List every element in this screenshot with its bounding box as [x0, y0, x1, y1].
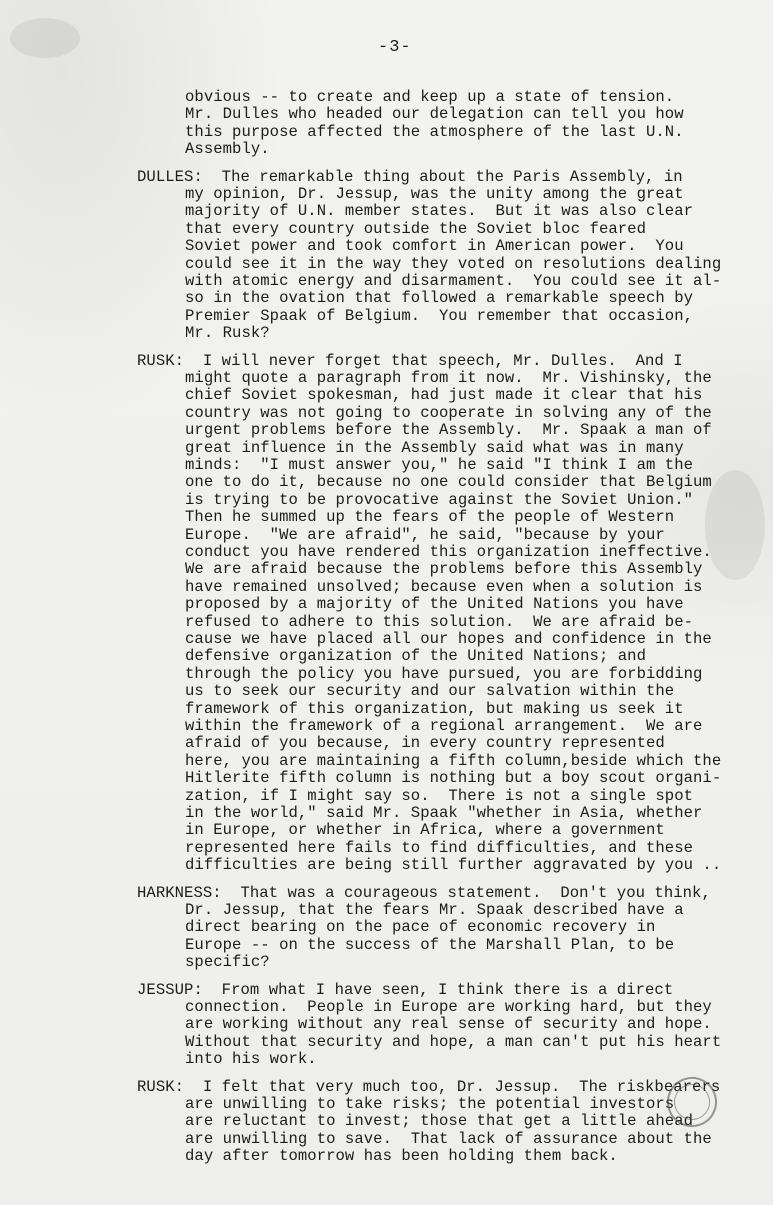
text-line: are unwilling to take risks; the potential investors: [185, 1095, 675, 1113]
text-line: urgent problems before the Assembly. Mr. Spaak a man of: [185, 421, 712, 439]
text-line: Mr. Dulles who headed our delegation can tell you how: [185, 105, 684, 123]
text-line: We are afraid because the problems before this Assembly: [185, 560, 703, 578]
speaker-line-harkness: HARKNESS: That was a courageous statement. Don't you think,: [137, 884, 711, 902]
text-line: in Europe, or whether in Africa, where a government: [185, 821, 665, 839]
speaker-line-jessup: JESSUP: From what I have seen, I think there is a direct: [137, 981, 674, 999]
text-line: minds: "I must answer you," he said "I think I am the: [185, 456, 694, 474]
text-line: Dr. Jessup, that the fears Mr. Spaak described have a: [185, 901, 684, 919]
text-line: are reluctant to invest; those that get a little ahead: [185, 1112, 694, 1130]
text-line: that every country outside the Soviet bloc feared: [185, 220, 646, 238]
text-line: are working without any real sense of security and hope.: [185, 1015, 712, 1033]
text-line: zation, if I might say so. There is not a single spot: [185, 787, 694, 805]
speaker-line-rusk: RUSK: I will never forget that speech, Mr. Dulles. And I: [137, 352, 683, 370]
text-line: Hitlerite fifth column is nothing but a boy scout organi-: [185, 769, 722, 787]
text-line: cause we have placed all our hopes and confidence in the: [185, 630, 712, 648]
text-line: obvious -- to create and keep up a state of tension.: [185, 88, 675, 106]
speaker-line-dulles: DULLES: The remarkable thing about the Paris Assembly, in: [137, 168, 683, 186]
text-line: with atomic energy and disarmament. You could see it al-: [185, 272, 722, 290]
text-line: Then he summed up the fears of the people of Western: [185, 508, 675, 526]
text-line: Mr. Rusk?: [185, 324, 270, 342]
text-line: my opinion, Dr. Jessup, was the unity among the great: [185, 185, 684, 203]
text-line: might quote a paragraph from it now. Mr. Vishinsky, the: [185, 369, 712, 387]
text-line: Europe. "We are afraid", he said, "because by your: [185, 526, 665, 544]
text-line: defensive organization of the United Nations; and: [185, 647, 646, 665]
text-line: Without that security and hope, a man can't put his heart: [185, 1033, 722, 1051]
paper-smudge: [705, 470, 765, 580]
text-line: specific?: [185, 953, 270, 971]
text-line: Europe -- on the success of the Marshall Plan, to be: [185, 936, 675, 954]
text-line: so in the ovation that followed a remarkable speech by: [185, 289, 694, 307]
text-line: here, you are maintaining a fifth column,beside which the: [185, 752, 722, 770]
text-line: represented here fails to find difficulties, and these: [185, 839, 694, 857]
text-line: Soviet power and took comfort in American power. You: [185, 237, 684, 255]
text-line: within the framework of a regional arrangement. We are: [185, 717, 703, 735]
text-line: refused to adhere to this solution. We are afraid be-: [185, 613, 694, 631]
text-line: are unwilling to save. That lack of assurance about the: [185, 1130, 712, 1148]
text-line: framework of this organization, but making us seek it: [185, 700, 684, 718]
text-line: Assembly.: [185, 140, 270, 158]
text-line: conduct you have rendered this organization ineffective.: [185, 543, 712, 561]
text-line: direct bearing on the pace of economic recovery in: [185, 918, 656, 936]
text-line: Premier Spaak of Belgium. You remember that occasion,: [185, 307, 694, 325]
text-line: us to seek our security and our salvation within the: [185, 682, 675, 700]
text-line: difficulties are being still further aggravated by you ..: [185, 856, 722, 874]
text-line: great influence in the Assembly said what was in many: [185, 439, 684, 457]
page-number: -3-: [378, 38, 412, 57]
text-line: chief Soviet spokesman, had just made it clear that his: [185, 386, 703, 404]
text-line: afraid of you because, in every country represented: [185, 734, 665, 752]
text-line: could see it in the way they voted on resolutions dealing: [185, 255, 722, 273]
text-line: connection. People in Europe are working hard, but they: [185, 998, 712, 1016]
text-line: into his work.: [185, 1050, 317, 1068]
text-line: in the world," said Mr. Spaak "whether in Asia, whether: [185, 804, 703, 822]
text-line: have remained unsolved; because even when a solution is: [185, 578, 703, 596]
text-line: day after tomorrow has been holding them back.: [185, 1147, 618, 1165]
paper-smudge: [10, 18, 80, 58]
text-line: one to do it, because no one could consider that Belgium: [185, 473, 712, 491]
text-line: country was not going to cooperate in solving any of the: [185, 404, 712, 422]
text-line: is trying to be provocative against the Soviet Union.": [185, 491, 694, 509]
speaker-line-rusk: RUSK: I felt that very much too, Dr. Jessup. The riskbearers: [137, 1078, 721, 1096]
text-line: majority of U.N. member states. But it was also clear: [185, 202, 694, 220]
text-line: this purpose affected the atmosphere of the last U.N.: [185, 123, 684, 141]
text-line: proposed by a majority of the United Nations you have: [185, 595, 684, 613]
text-line: through the policy you have pursued, you are forbidding: [185, 665, 703, 683]
